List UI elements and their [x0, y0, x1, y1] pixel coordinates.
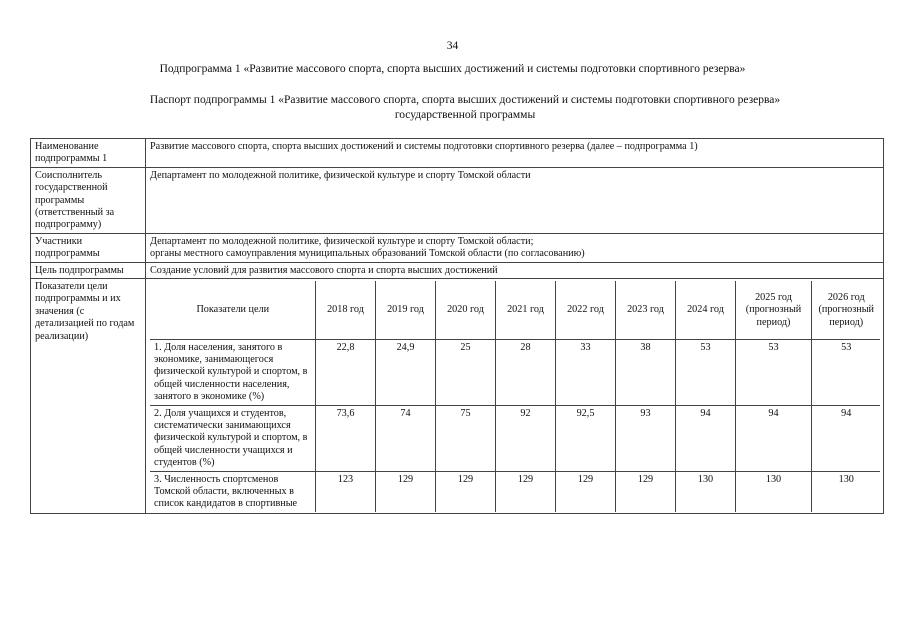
indicator-value: 123	[315, 471, 375, 512]
indicator-value: 94	[811, 405, 880, 471]
row-participants	[31, 233, 884, 262]
indicator-value: 28	[495, 339, 555, 405]
value-coexecutor: Департамент по молодежной политике, физической культуре и спорту Томской области	[146, 167, 884, 233]
header-2026: 2026 год (прогнозный период)	[811, 281, 880, 339]
label-goal: Цель подпрограммы	[31, 262, 146, 278]
indicator-row	[150, 405, 880, 471]
indicator-value: 92,5	[555, 405, 615, 471]
passport-title-line1: Паспорт подпрограммы 1 «Развитие массового спорта, спорта высших достижений и системы подготовки спортивного резерва»	[149, 94, 781, 106]
indicator-value: 129	[615, 471, 675, 512]
row-goal	[31, 262, 884, 278]
indicator-value: 75	[435, 405, 495, 471]
header-2025: 2025 год (прогнозный период)	[735, 281, 811, 339]
indicators-cell	[146, 279, 884, 514]
page-number: 34	[446, 40, 459, 52]
header-2018: 2018 год	[315, 281, 375, 339]
value-participants	[146, 233, 884, 262]
passport-title	[80, 93, 850, 122]
indicator-value: 22,8	[315, 339, 375, 405]
header-indicator: Показатели цели	[150, 281, 315, 339]
indicator-name: 1. Доля населения, занятого в экономике, занимающегося физической культурой и спортом, в общей численности населения, занятого в экономике (%)	[150, 339, 315, 405]
subprogram-title: Подпрограмма 1 «Развитие массового спорта, спорта высших достижений и системы подготовки спортивного резерва»	[159, 63, 746, 75]
indicator-value: 25	[435, 339, 495, 405]
header-2019: 2019 год	[375, 281, 435, 339]
indicator-value: 129	[375, 471, 435, 512]
indicator-value: 129	[495, 471, 555, 512]
label-name: Наименование подпрограммы 1	[31, 139, 146, 168]
indicator-row	[150, 339, 880, 405]
label-participants: Участники подпрограммы	[31, 233, 146, 262]
header-2022: 2022 год	[555, 281, 615, 339]
indicator-value: 94	[735, 405, 811, 471]
participants-line2: органы местного самоуправления муниципальных образований Томской области (по согласованию)	[150, 248, 585, 260]
header-2021: 2021 год	[495, 281, 555, 339]
header-2020: 2020 год	[435, 281, 495, 339]
participants-line1: Департамент по молодежной политике, физической культуре и спорту Томской области;	[150, 235, 534, 247]
header-2023: 2023 год	[615, 281, 675, 339]
header-2024: 2024 год	[675, 281, 735, 339]
indicator-value: 129	[555, 471, 615, 512]
indicator-value: 53	[675, 339, 735, 405]
passport-table	[30, 138, 884, 514]
indicator-value: 33	[555, 339, 615, 405]
indicators-table	[150, 281, 880, 512]
indicator-value: 53	[735, 339, 811, 405]
value-name: Развитие массового спорта, спорта высших достижений и системы подготовки спортивного резерва (далее – подпрограмма 1)	[146, 139, 884, 168]
indicator-value: 24,9	[375, 339, 435, 405]
label-coexecutor: Соисполнитель государственной программы (ответственный за подпрограмму)	[31, 167, 146, 233]
indicator-value: 38	[615, 339, 675, 405]
passport-title-line2: государственной программы	[394, 108, 536, 121]
label-indicators: Показатели цели подпрограммы и их значения (с детализацией по годам реализации)	[31, 279, 146, 514]
indicator-value: 74	[375, 405, 435, 471]
indicator-value: 129	[435, 471, 495, 512]
indicator-name: 3. Численность спортсменов Томской области, включенных в список кандидатов в спортивные	[150, 471, 315, 512]
indicator-value: 53	[811, 339, 880, 405]
row-name	[31, 139, 884, 168]
indicators-header-row	[150, 281, 880, 339]
indicator-value: 73,6	[315, 405, 375, 471]
indicator-value: 130	[675, 471, 735, 512]
indicator-name: 2. Доля учащихся и студентов, систематически занимающихся физической культурой и спортом, в общей численности учащихся и студентов (%)	[150, 405, 315, 471]
indicator-value: 130	[735, 471, 811, 512]
value-goal: Создание условий для развития массового спорта и спорта высших достижений	[146, 262, 884, 278]
indicator-value: 94	[675, 405, 735, 471]
row-indicators	[31, 279, 884, 514]
indicator-row	[150, 471, 880, 512]
indicator-value: 92	[495, 405, 555, 471]
indicator-value: 130	[811, 471, 880, 512]
row-coexecutor	[31, 167, 884, 233]
indicator-value: 93	[615, 405, 675, 471]
